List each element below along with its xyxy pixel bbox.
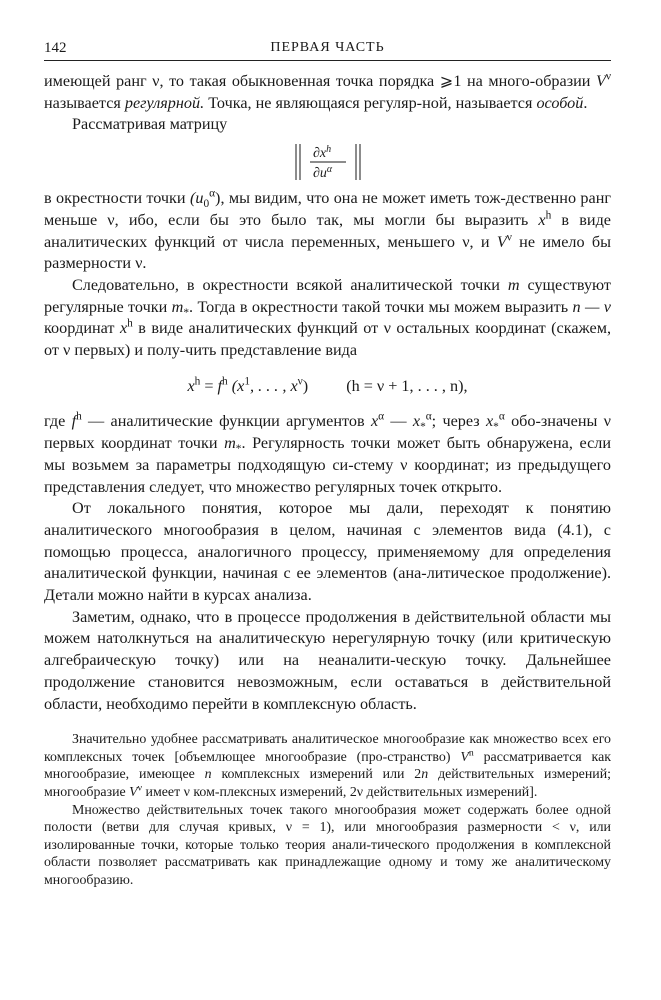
jacobian-matrix-norm xyxy=(288,140,368,184)
note-1: Значительно удобнее рассматривать аналитическое многообразие как множество всех его комплексных точек [объемлющее многообразие (про-странство) $V^n$ рассматривается как многообразие, имеющее n комплексных измерений или 2n действительных измерений; многообразие $V^\nu$ имеет ν ком-плексных измерений, 2ν действительных измерений]. xyxy=(44,732,611,801)
representation-formula: $x^h = f^h$ ($x^1$, . . . , $x^\nu$) (h = ν + 1, . . . , n), xyxy=(187,375,468,395)
small-print-notes xyxy=(44,731,611,889)
fraction-denominator: $\partial u^\alpha$ xyxy=(312,164,332,182)
paragraph-2: Рассматривая матрицу xyxy=(72,115,228,134)
paragraph-4: Следовательно, в окрестности всякой аналитической точки m существуют регулярные точки $m_*$. Тогда в окрестности такой точки мы можем выразить n — ν координат $x^h$ в виде аналитических функций от ν остальных координат (скажем, от ν первых) и полу-чить представление вида xyxy=(44,275,611,360)
main-text xyxy=(44,71,611,715)
running-title: ПЕРВАЯ ЧАСТЬ xyxy=(270,40,385,55)
paragraph-3: в окрестности точки $(u_0^\alpha)$, мы видим, что она не может иметь тож-дественно ранг меньше ν, ибо, если бы это было так, мы могли бы выразить $x^h$ в виде аналитических функций от числа переменных, меньшего ν, и $V^\nu$ не имело бы размерности ν. xyxy=(44,187,612,273)
fraction-numerator: $\partial x^h$ xyxy=(312,144,331,162)
formula-condition: (h = ν + 1, . . . , n), xyxy=(346,376,468,395)
page-number: 142 xyxy=(44,40,67,56)
matrix-formula xyxy=(44,140,611,184)
paragraph-1: имеющей ранг ν, то такая обыкновенная точка порядка ⩾1 на много-образии $V^\nu$ называется регулярной. Точка, не являющаяся регуляр-ной, называется особой. xyxy=(44,70,611,112)
paragraph-6: От локального понятия, которое мы дали, переходят к понятию аналитического многообразия в целом, начиная с элементов вида (4.1), с помощью процесса, аналогичного процессу, применяемому для определения аналитической функции, начиная с ее элементов (ана-литическое продолжение). Детали можно найти в курсах анализа. xyxy=(44,499,611,605)
note-2: Множество действительных точек такого многообразия может содержать более одной полости (ветви для случая кривых, ν = 1), или многообразия размерности < ν, или изолированные точки, которые только теория анали-тического продолжения в комплексной области позволяет рассматривать как принадлежащие одному и тому же аналитическому многообразию. xyxy=(44,802,611,889)
paragraph-5: где $f^h$ — аналитические функции аргументов $x^\alpha$ — $x_*^\alpha$; через $x_*^\alpha$ обо-значены ν первых координат точки $m_*$. Регулярность точки может быть обнаружена, если мы возьмем за параметры подходящую си-стему ν координат; из предыдущего представления следует, что множество регулярных точек открыто. xyxy=(44,411,611,496)
paragraph-7: Заметим, однако, что в процессе продолжения в действительной области мы можем натолкнуться на аналитическую нерегулярную точку (или критическую алгебраическую точку) или на неаналити-ческую точку. Дальнейшее продолжение становится невозможным, если оставаться в действительной области, необходимо перейти в комплексную область. xyxy=(44,607,611,713)
running-header xyxy=(44,36,611,61)
